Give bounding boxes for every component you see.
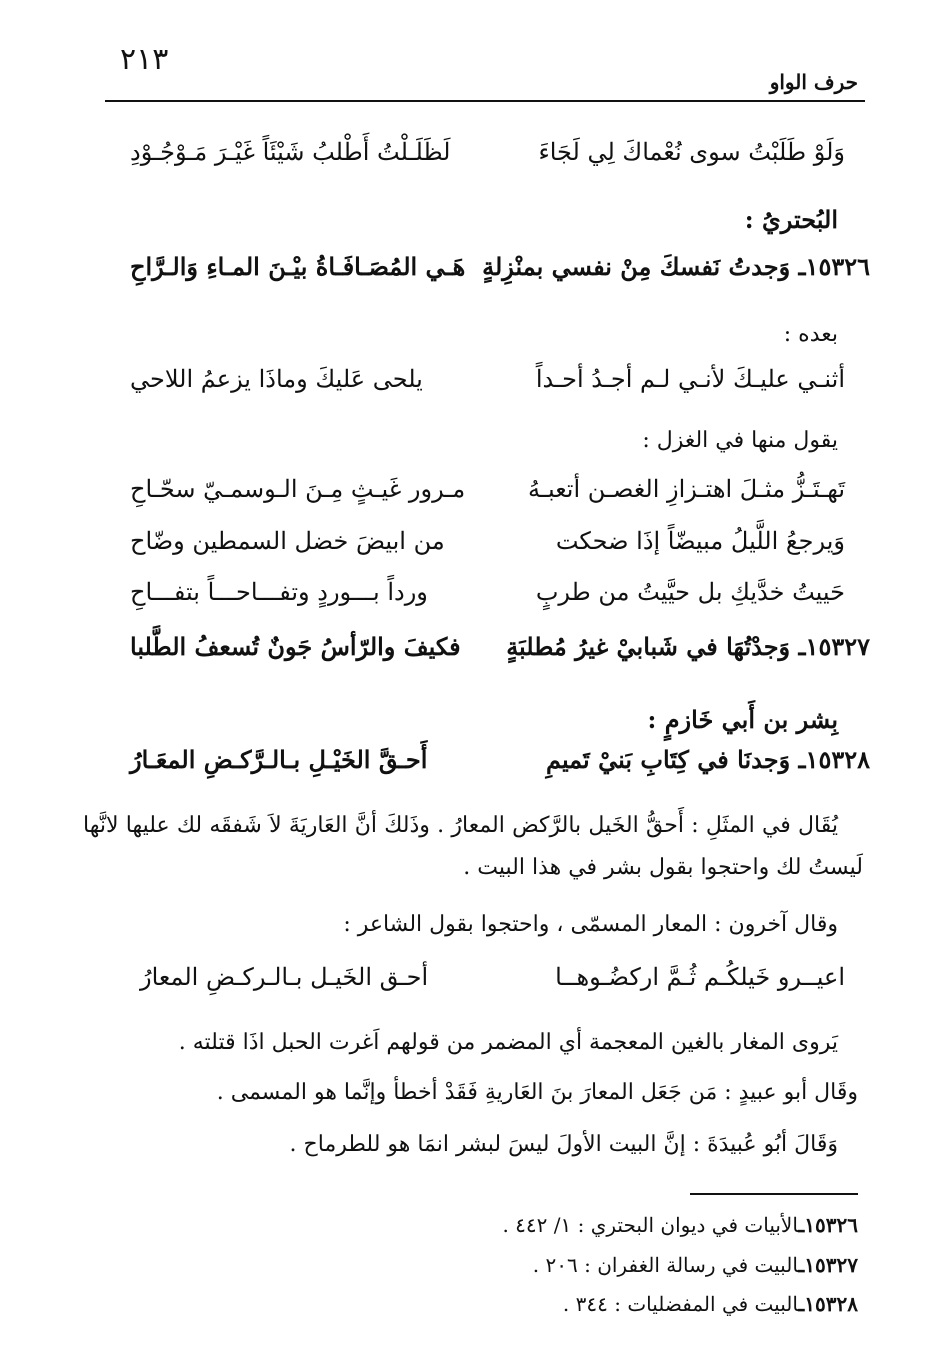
verse-15327-right-text: وَجدْتُهَا في شَبابيْ غيرُ مُطلبَةٍ <box>506 632 791 661</box>
ghazal-verse-1-right: تَهـتَـزُّ مثـلَ اهتـزازِ الغصـن أتعبـهُ <box>528 475 845 503</box>
footnote-3-text: البيت في المفضليات : ٣٤٤ . <box>562 1292 799 1316</box>
verse-after-right: أثنـي عليـكَ لأنـي لـم أجـدُ أحـداً <box>535 365 845 393</box>
verse-15326-right <box>482 252 870 281</box>
verse-15328-number: ١٥٣٢٨ـ <box>798 745 870 774</box>
footnote-1-text: الأبيات في ديوان البحتري : ١/ ٤٤٢ . <box>502 1213 799 1237</box>
prose-paragraph-2: وقال آخرون : المعار المسمّى ، واحتجوا بقول الشاعر : <box>343 912 838 937</box>
verse-after-left: يلحى عَليكَ وماذَا يزعمُ اللاحي <box>130 365 423 393</box>
ghazal-verse-2-left: من ابيضَ خضل السمطين وضّاح <box>130 527 445 555</box>
verse-15328-left: أَحـقَّ الخَيْـلِ بـالـرَّكـضِ المعَـارُ <box>130 745 428 774</box>
verse-15326-number: ١٥٣٢٦ـ <box>798 252 870 281</box>
verse-15326-left: هَـي المُصَـافَـاةُ بيْـنَ المـاءِ وَالـرَّاحِ <box>130 252 466 281</box>
verse-15327-right <box>506 632 870 661</box>
ghazal-verse-3-left: ورداً بـــوردٍ وتفـــاحـــاً بتفـــاحِ <box>130 578 428 606</box>
verse-top-left: لَظَلَـلْتُ أَطْلبُ شَيْئَاً غَيْـرَ مَـوْجُـوْدِ <box>130 138 451 166</box>
verse-after <box>100 365 870 415</box>
verse-15327-number: ١٥٣٢٧ـ <box>798 632 870 661</box>
ghazal-verse-1 <box>100 475 870 525</box>
verse-15328-right-text: وَجدنَا في كِتَابِ بَنيْ تَميمِ <box>545 745 791 774</box>
prose-paragraph-4: وقَال أبو عبيدٍ : مَن جَعَل المعارَ بنَ العَاريةِ فَقَدْ أخطأ وإنَّما هو المسمى . <box>216 1080 858 1105</box>
verse-top-right: وَلَوْ طَلَبْتُ سوى نُعْماكَ لِي لَجَاءَ <box>538 138 845 166</box>
footnote-2-text: البيت في رسالة الغفران : ٢٠٦ . <box>532 1253 799 1277</box>
footnote-2-number: ١٥٣٢٧ـ <box>798 1253 858 1277</box>
verse-top <box>100 138 870 188</box>
prose-verse <box>100 963 870 1013</box>
prose-paragraph-5: وَقَالَ أبُو عُبيدَةَ : إنَّ البيت الأولَ ليسَ لبشر انمَا هو للطرماح . <box>289 1132 838 1157</box>
footnote-3-number: ١٥٣٢٨ـ <box>798 1292 858 1316</box>
footnote-2 <box>533 1253 858 1277</box>
footnote-3 <box>563 1292 858 1316</box>
ghazal-verse-2 <box>100 527 870 577</box>
footnote-rule <box>690 1193 858 1195</box>
ghazal-label: يقول منها في الغزل : <box>642 428 838 453</box>
verse-15327 <box>100 632 870 682</box>
footnote-1-number: ١٥٣٢٦ـ <box>798 1213 858 1237</box>
section-title: حرف الواو <box>769 70 858 94</box>
page-number: ٢١٣ <box>120 42 169 77</box>
verse-15327-left: فكيفَ والرّأسُ جَونٌ تُسعفُ الطَّلبا <box>130 632 461 661</box>
ghazal-verse-3 <box>100 578 870 628</box>
ghazal-verse-3-right: حَييتُ خدَّيكِ بل حيَّيتُ من طربٍ <box>535 578 845 606</box>
poet-label-bishr: بِشر بن أَبي خَازمٍ : <box>647 705 838 734</box>
prose-paragraph-1: يُقَال في المثَلِ : أَحقُّ الخَيل بالرَّكض المعارُ . وذَلكَ أنَّ العَاريَةَ لاَ شَفقَه لك عليها لانَّها لَيستُ لك واحتجوا بقول بشر في هذا البيت . <box>83 813 863 880</box>
prose-verse-left: أحـق الخَيـل بـالـركـضِ المعارُ <box>140 963 429 991</box>
prose-verse-right: اعيــرو خَيلكُـم ثُـمَّ اركضُـوهــا <box>555 963 845 991</box>
poet-label-bohtori: البُحتريُ : <box>744 205 838 234</box>
ghazal-verse-1-left: مـرور غَيـثٍ مِـنَ الـوسمـيّ سحّـاحِ <box>130 475 466 503</box>
footnote-1 <box>502 1213 858 1237</box>
verse-15326 <box>100 252 870 302</box>
verse-15328 <box>100 745 870 795</box>
prose-paragraph-3: يَروى المغار بالغين المعجمة أي المضمر من قولهم اَغرت الحبل اذَا قتلته . <box>178 1030 838 1055</box>
verse-15326-right-text: وَجدتُ نَفسكَ مِنْ نفسي بمنْزِلةٍ <box>482 252 791 281</box>
after-label: بعده : <box>783 322 838 347</box>
header-rule <box>105 100 865 102</box>
verse-15328-right <box>546 745 870 774</box>
ghazal-verse-2-right: وَيرجعُ اللَّيلُ مبيضّاً إذَا ضحكت <box>555 527 845 555</box>
